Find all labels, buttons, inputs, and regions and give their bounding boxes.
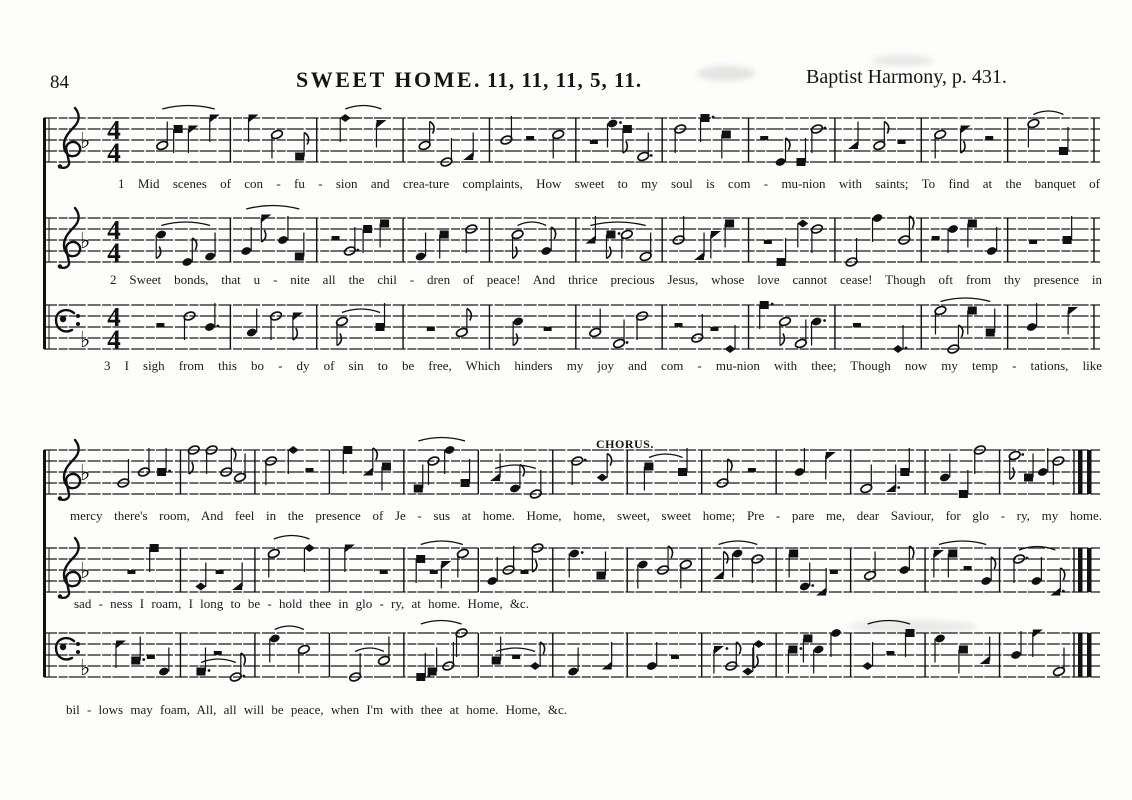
staff-notation-svg <box>44 208 1100 272</box>
staff-treble-verse-2 <box>44 208 1100 272</box>
notes-group <box>156 298 1078 354</box>
scan-smudge <box>872 55 934 66</box>
lyrics-verse-2: 2 Sweet bonds, that u - nite all the chil - dren of peace! And thrice precious Jesus, whose love cannot cease! Though oft from thy presence in <box>110 272 1102 287</box>
treble-clef-icon <box>58 538 80 599</box>
staff-treble-chorus-1 <box>44 440 1100 504</box>
time-signature-lower: 4 <box>107 237 121 268</box>
staff-notation-svg <box>44 440 1100 504</box>
page-number: 84 <box>50 72 69 93</box>
page-title: SWEET HOME. <box>296 67 483 92</box>
time-signature-lower: 4 <box>107 137 121 168</box>
notes-group <box>117 438 1065 500</box>
treble-clef-icon <box>58 108 80 169</box>
time-signature-upper: 4 <box>107 302 121 332</box>
treble-clef-icon <box>58 208 80 269</box>
time-signature-lower: 4 <box>107 324 121 355</box>
staff-notation-svg <box>44 538 1100 602</box>
treble-clef-icon <box>58 440 80 501</box>
lyrics-verse-3: 3 I sigh from this bo - dy of sin to be free, Which hinders my joy and com - mu-nion with thee; Though now my temp - tations, like <box>104 358 1102 373</box>
staff-notation-svg <box>44 623 1100 687</box>
flat-icon: ♭ <box>80 559 91 584</box>
time-signature-upper: 4 <box>107 115 121 145</box>
staff-notation-svg <box>44 108 1100 172</box>
notes-group <box>155 206 1071 268</box>
chorus-label: CHORUS. <box>596 437 654 451</box>
source-attribution: Baptist Harmony, p. 431. <box>806 66 1007 88</box>
final-double-bar <box>1078 548 1083 592</box>
staff-bass-verse-3 <box>44 295 1100 359</box>
lyrics-verse-1: 1 Mid scenes of con - fu - sion and crea-ture complaints, How sweet to my soul is com - mu-nion with saints; To find at the banquet of <box>118 176 1100 191</box>
staff-bass-chorus-3 <box>44 623 1100 687</box>
staff-treble-verse-1 <box>44 108 1100 172</box>
flat-icon: ♭ <box>80 461 91 486</box>
flat-icon: ♭ <box>80 328 91 353</box>
final-double-bar <box>1078 450 1083 494</box>
flat-icon: ♭ <box>80 656 91 681</box>
bass-clef-icon <box>56 310 80 331</box>
bass-clef-icon <box>56 638 80 659</box>
staff-treble-chorus-2 <box>44 538 1100 602</box>
scan-smudge <box>697 66 755 81</box>
meter-signature: 11, 11, 11, 5, 11. <box>487 68 643 92</box>
lyrics-chorus-3: bil - lows may foam, All, all will be peace, when I'm with thee at home. Home, &c. <box>66 702 568 717</box>
notes-group <box>156 106 1068 168</box>
flat-icon: ♭ <box>80 229 91 254</box>
notes-group <box>127 536 1064 596</box>
final-double-bar <box>1078 633 1083 677</box>
lyrics-chorus-1: mercy there's room, And feel in the presence of Je - sus at home. Home, home, sweet, sweet home; Pre - pare me, dear Saviour, for glo - ry, my home. <box>70 508 1102 523</box>
lyrics-chorus-2: sad - ness I roam, I long to be - hold thee in glo - ry, at home. Home, &c. <box>74 596 529 611</box>
staff-notation-svg <box>44 295 1100 359</box>
notes-group <box>116 621 1066 683</box>
time-signature-upper: 4 <box>107 215 121 245</box>
flat-icon: ♭ <box>80 129 91 154</box>
